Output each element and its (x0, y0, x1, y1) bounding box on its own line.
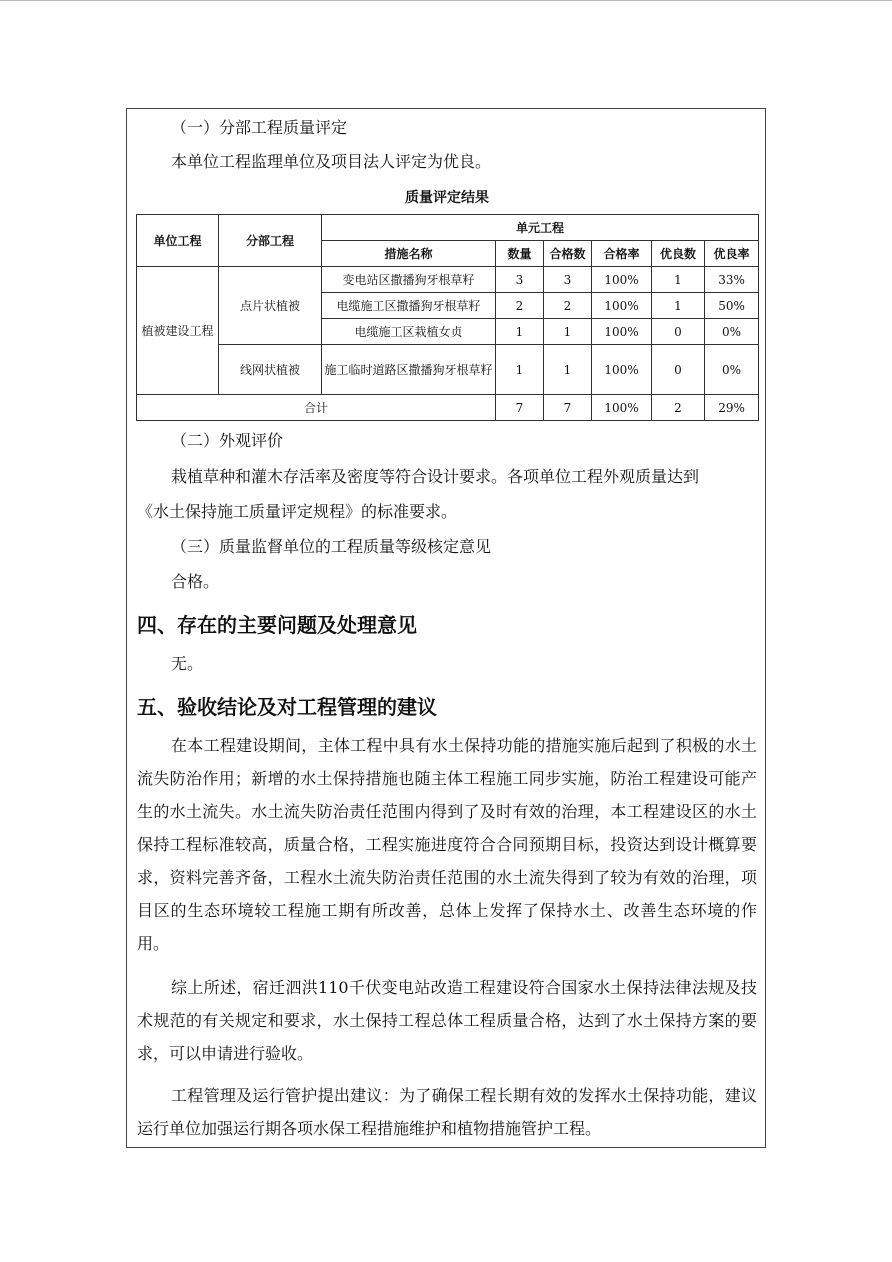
cell-measure: 变电站区撒播狗牙根草籽 (322, 267, 496, 293)
cell-count: 2 (496, 293, 544, 319)
cell-qualified: 2 (544, 293, 592, 319)
section-5-paragraph-3: 工程管理及运行管护提出建议：为了确保工程长期有效的发挥水土保持功能，建议运行单位加强运行期各项水保工程措施维护和植物措施管护工程。 (137, 1086, 757, 1138)
section-5-paragraph-1: 在本工程建设期间，主体工程中具有水土保持功能的措施实施后起到了积极的水土流失防治作用；新增的水土保持措施也随主体工程施工同步实施，防治工程建设可能产生的水土流失。水土流失防治责任范围内得到了及时有效的治理，本工程建设区的水土保持工程标准较高，质量合格，工程实施进度符合合同预期目标，投资达到设计概算要求，资料完善齐备，工程水土流失防治责任范围的水土流失得到了较为有效的治理，项目区的生态环境较工程施工期有所改善，总体上发挥了保持水土、改善生态环境的作用。 (137, 736, 757, 953)
document-frame (126, 108, 766, 1148)
cell-measure: 电缆施工区撒播狗牙根草籽 (322, 293, 496, 319)
header-excellent-rate: 优良率 (705, 241, 759, 267)
cell-excellent: 1 (652, 293, 705, 319)
cell-measure: 施工临时道路区撒播狗牙根草籽 (322, 345, 496, 395)
cell-excellent-rate: 0% (705, 319, 759, 345)
header-qualified: 合格数 (544, 241, 592, 267)
cell-count: 1 (496, 345, 544, 395)
cell-total-excellent-rate: 29% (705, 395, 759, 421)
section-5-paragraph-2: 综上所述，宿迁泗洪110千伏变电站改造工程建设符合国家水土保持法律法规及技术规范的有关规定和要求，水土保持工程总体工程质量合格，达到了水土保持方案的要求，可以申请进行验收。 (137, 978, 757, 1063)
cell-excellent: 1 (652, 267, 705, 293)
header-sub-project: 分部工程 (219, 215, 322, 267)
cell-excellent: 0 (652, 345, 705, 395)
cell-excellent-rate: 0% (705, 345, 759, 395)
quality-table (136, 214, 759, 421)
section-1-text: 本单位工程监理单位及项目法人评定为优良。 (171, 152, 492, 171)
section-3-heading: （三）质量监督单位的工程质量等级核定意见 (171, 537, 492, 556)
table-row (137, 267, 759, 293)
header-measure: 措施名称 (322, 241, 496, 267)
table-row (137, 345, 759, 395)
section-1-heading: （一）分部工程质量评定 (171, 118, 348, 137)
cell-measure: 电缆施工区栽植女贞 (322, 319, 496, 345)
header-qualified-rate: 合格率 (592, 241, 652, 267)
cell-excellent: 0 (652, 319, 705, 345)
cell-qualified-rate: 100% (592, 319, 652, 345)
cell-qualified: 1 (544, 345, 592, 395)
table-total-row (137, 395, 759, 421)
cell-unit-name: 植被建设工程 (137, 267, 219, 395)
section-4-text: 无。 (171, 654, 204, 673)
cell-sub-name: 线网状植被 (219, 345, 322, 395)
cell-total-label: 合计 (137, 395, 496, 421)
cell-qualified: 1 (544, 319, 592, 345)
section-4-title: 四、存在的主要问题及处理意见 (137, 613, 417, 637)
section-2-line-1: 栽植草种和灌木存活率及密度等符合设计要求。各项单位工程外观质量达到 (171, 467, 700, 486)
section-2-line-2: 《水土保持施工质量评定规程》的标准要求。 (137, 502, 458, 521)
cell-total-count: 7 (496, 395, 544, 421)
header-unit-project: 单位工程 (137, 215, 219, 267)
page-top-rule (0, 0, 892, 1)
header-count: 数量 (496, 241, 544, 267)
cell-count: 1 (496, 319, 544, 345)
cell-count: 3 (496, 267, 544, 293)
cell-qualified-rate: 100% (592, 293, 652, 319)
cell-excellent-rate: 33% (705, 267, 759, 293)
header-excellent: 优良数 (652, 241, 705, 267)
cell-total-qualified-rate: 100% (592, 395, 652, 421)
cell-sub-name: 点片状植被 (219, 267, 322, 345)
cell-excellent-rate: 50% (705, 293, 759, 319)
cell-total-excellent: 2 (652, 395, 705, 421)
cell-qualified-rate: 100% (592, 267, 652, 293)
cell-total-qualified: 7 (544, 395, 592, 421)
section-3-text: 合格。 (171, 572, 220, 591)
section-5-title: 五、验收结论及对工程管理的建议 (137, 695, 437, 719)
cell-qualified-rate: 100% (592, 345, 652, 395)
cell-qualified: 3 (544, 267, 592, 293)
section-2-heading: （二）外观评价 (171, 431, 284, 450)
header-element-project: 单元工程 (322, 215, 759, 241)
table-caption: 质量评定结果 (405, 190, 489, 206)
